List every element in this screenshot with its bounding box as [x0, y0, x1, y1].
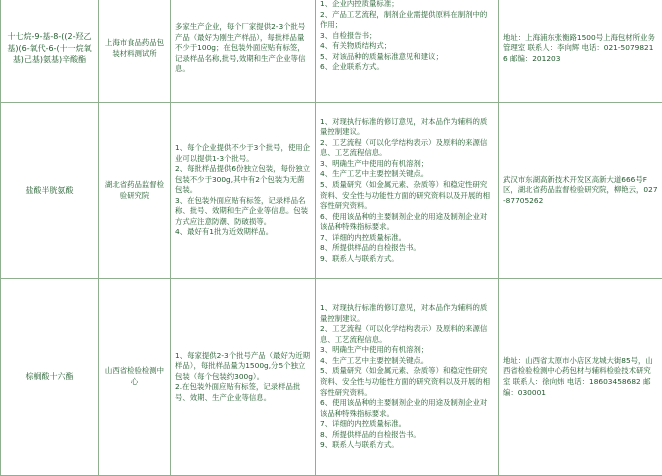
text-line: 6、企业联系方式。: [320, 62, 494, 73]
testing-unit: 湖北省药品监督检验研究院: [99, 103, 171, 279]
contact-info: [499, 279, 662, 476]
text-line: 2.在包装外面应贴有标签，记录样品批号、效期、生产企业等信息。: [175, 382, 311, 403]
required-materials: [316, 103, 499, 279]
text-line: 1、每家提供2-3个批号产品（最好为近期样品），每批样品量为1500g,分5个独立包装（每个包装约300g）。: [175, 351, 311, 383]
text-line: 6、使用该品种的主要制剂企业的用途及制剂企业对该品种特殊指标要求。: [320, 212, 494, 233]
text-line: 2、每批样品提供6份独立包装，每份独立包装不少于300g,其中有2个包装为无菌包装。: [175, 164, 311, 196]
required-materials: [316, 0, 499, 103]
table-row: [1, 279, 662, 476]
text-line: 9、联系人与联系方式。: [320, 440, 494, 451]
text-line: 3、明确生产中使用的有机溶剂；: [320, 345, 494, 356]
text-line: 3、自检报告书；: [320, 31, 494, 42]
text-line: 7、详细的内控质量标准。: [320, 233, 494, 244]
text-line: 7、详细的内控质量标准。: [320, 419, 494, 430]
text-line: 5、对该品种的质量标准意见和建议；: [320, 52, 494, 63]
text-line: 1、对现执行标准的修订意见，对本品作为辅料的质量控制建议。: [320, 303, 494, 324]
text-line: 地址：山西省太原市小店区龙城大街85号，山西省检验检测中心药包材与辅料检验技术研究室 联系人：徐向炜 电话：18603458682 邮编：030001: [503, 356, 658, 398]
text-line: 5、质量研究（如金属元素、杂质等）和稳定性研究资料、安全性与功能性方面的研究资料以及开展的相容性研究资料。: [320, 366, 494, 398]
text-line: 1、每个企业提供不少于3个批号，使用企业可以提供1-3个批号。: [175, 143, 311, 164]
contact-info: [499, 0, 662, 103]
sample-requirements: [171, 103, 316, 279]
sample-requirements: [171, 0, 316, 103]
text-line: 4、有关物质结构式；: [320, 41, 494, 52]
text-line: 5、质量研究（如金属元素、杂质等）和稳定性研究资料、安全性与功能性方面的研究资料以及开展的相容性研究资料。: [320, 180, 494, 212]
product-name: 十七烷-9-基-8-((2-羟乙基)(6-氧代-6-(十一烷氧基)己基)氨基)辛酸酯: [1, 0, 99, 103]
text-line: 2、工艺流程（可以化学结构表示）及原料的来源信息、工艺流程信息。: [320, 324, 494, 345]
contact-info: [499, 103, 662, 279]
text-line: 2、产品工艺流程，制剂企业需提供原料在制剂中的作用；: [320, 10, 494, 31]
text-line: 3、明确生产中使用的有机溶剂；: [320, 159, 494, 170]
testing-unit: 山西省检验检测中心: [99, 279, 171, 476]
required-materials: [316, 279, 499, 476]
text-line: 9、联系人与联系方式。: [320, 254, 494, 265]
text-line: 4、生产工艺中主要控制关键点。: [320, 169, 494, 180]
text-line: 1、对现执行标准的修订意见，对本品作为辅料的质量控制建议。: [320, 117, 494, 138]
product-name: 盐酸半胱氨酸: [1, 103, 99, 279]
table-row: [1, 0, 662, 103]
text-line: 武汉市东湖高新技术开发区高新大道666号F区，湖北省药品监督检验研究院，柳艳云，027-87705262: [503, 175, 658, 207]
testing-unit: 上海市食品药品包装材料测试所: [99, 0, 171, 103]
text-line: 3、在包装外面应贴有标签，记录样品名称、批号、效期和生产企业等信息。包装方式应注意防潮、防破损等。: [175, 196, 311, 228]
text-line: 8、所提供样品的自检报告书。: [320, 430, 494, 441]
text-line: 8、所提供样品的自检报告书。: [320, 243, 494, 254]
text-line: 4、最好有1批为近效期样品。: [175, 227, 311, 238]
text-line: 多家生产企业，每个厂家提供2-3个批号产品（最好为刚生产样品），每批样品量不少于100g；在包装外面应贴有标签，记录样品名称,批号,效期和生产企业等信息。: [175, 22, 311, 75]
text-line: 地址：上海浦东张衡路1500号上海包材所业务管理室 联系人：李向辉 电话：021-50798216 邮编：201203: [503, 33, 658, 65]
text-line: 4、生产工艺中主要控制关键点。: [320, 356, 494, 367]
text-line: 2、工艺流程（可以化学结构表示）及原料的来源信息、工艺流程信息。: [320, 138, 494, 159]
table-row: [1, 103, 662, 279]
text-line: 6、使用该品种的主要制剂企业的用途及制剂企业对该品种特殊指标要求。: [320, 398, 494, 419]
text-line: 1、企业内控质量标准；: [320, 0, 494, 10]
product-name: 棕榈酸十六酯: [1, 279, 99, 476]
sample-requirements: [171, 279, 316, 476]
